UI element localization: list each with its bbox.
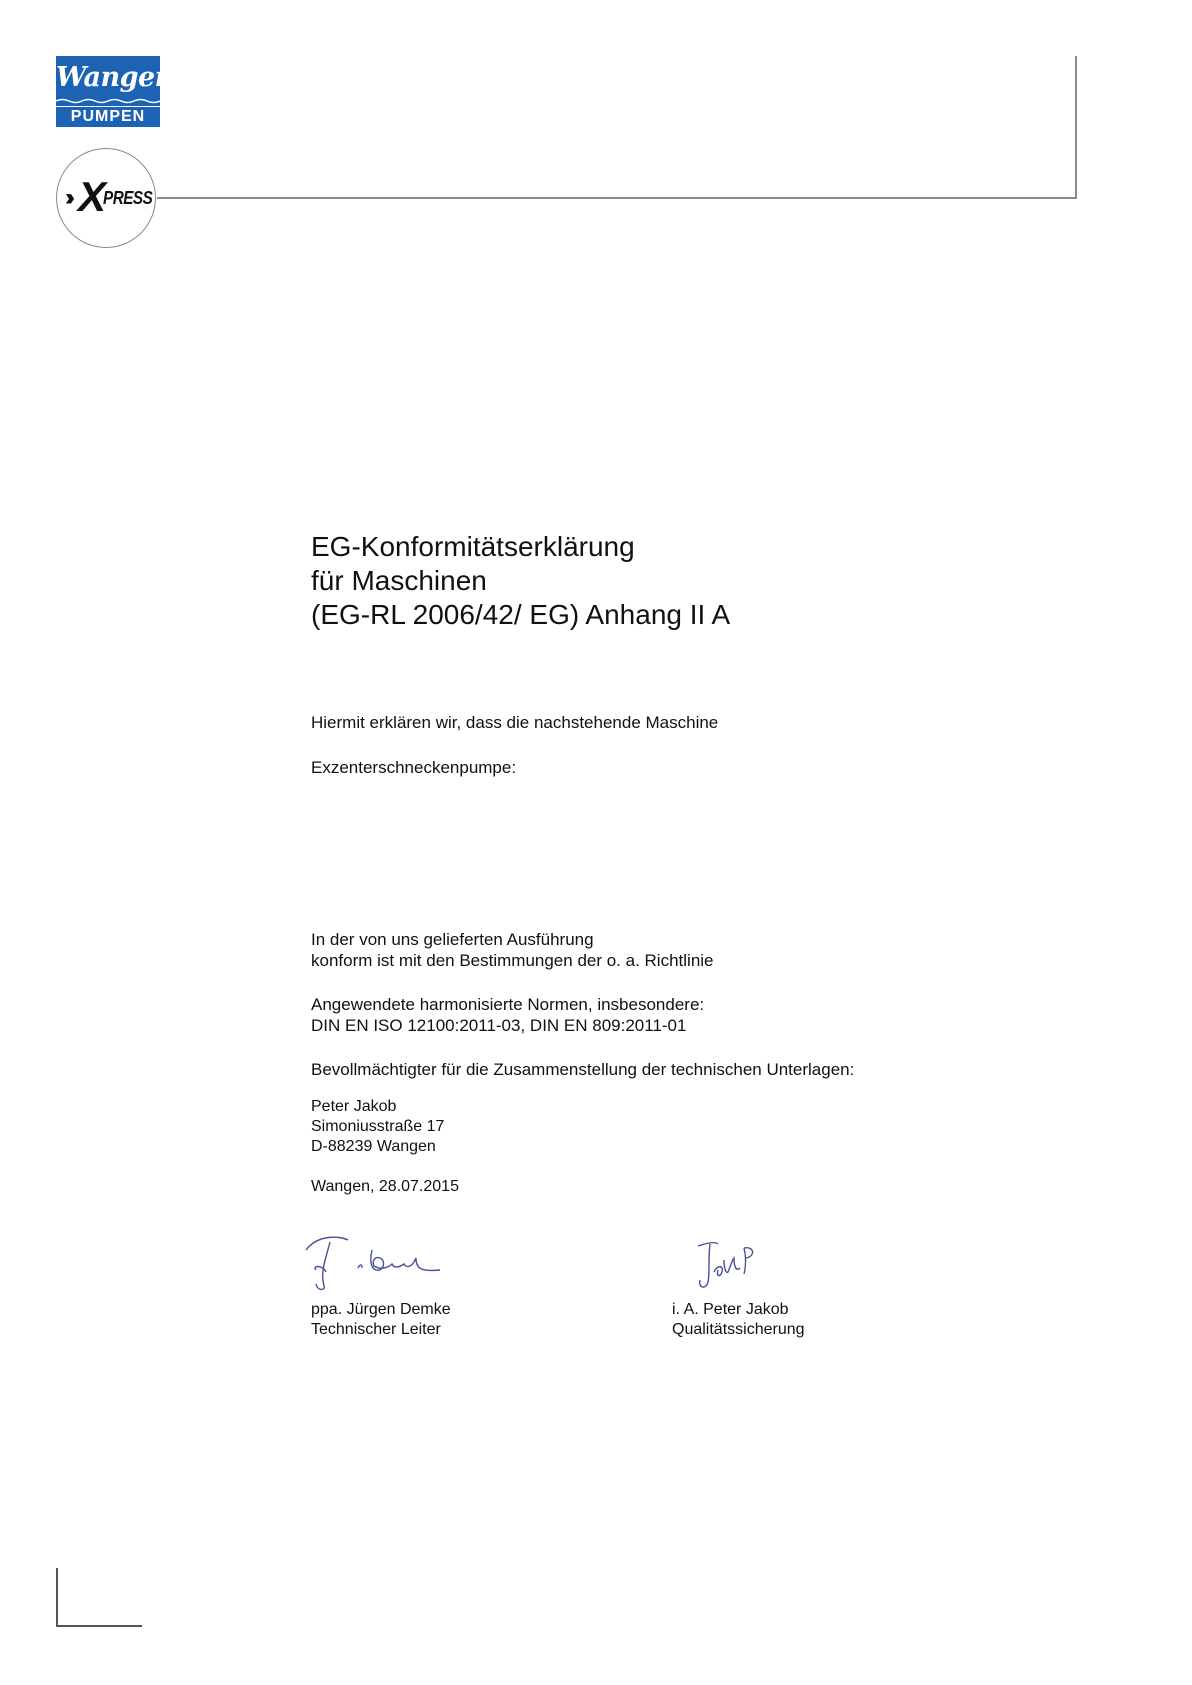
logo-pumpen-word: PUMPEN — [56, 107, 160, 127]
signature-demke — [300, 1228, 450, 1296]
xpress-chevron-icon: ›› — [65, 184, 69, 211]
representative-heading: Bevollmächtigter für die Zusammenstellung der technischen Unterlagen: — [311, 1060, 855, 1079]
xpress-x-letter: X — [78, 173, 107, 220]
logo-wangen-word: Wangen — [56, 62, 174, 93]
title-line-1: EG-Konformitätserklärung — [311, 531, 635, 562]
wangen-pumpen-logo — [56, 56, 174, 127]
delivery-line-2: konform ist mit den Bestimmungen der o. a. Richtlinie — [311, 951, 714, 970]
signatory-2-name: i. A. Peter Jakob — [672, 1301, 789, 1318]
title-line-2: für Maschinen — [311, 565, 487, 596]
place-date: Wangen, 28.07.2015 — [311, 1178, 459, 1195]
delivery-line-1: In der von uns gelieferten Ausführung — [311, 930, 594, 949]
norms-heading: Angewendete harmonisierte Normen, insbesondere: — [311, 995, 705, 1014]
representative-street: Simoniusstraße 17 — [311, 1118, 445, 1135]
logo-wave-icon — [56, 98, 160, 104]
xpress-logo — [56, 148, 156, 248]
signature-jakob — [688, 1238, 768, 1298]
header-frame-edge — [1075, 56, 1077, 199]
declaration-text: Hiermit erklären wir, dass die nachstehende Maschine — [311, 713, 719, 732]
document-title — [311, 530, 730, 632]
title-line-3: (EG-RL 2006/42/ EG) Anhang II A — [311, 599, 731, 630]
signatory-2-role: Qualitätssicherung — [672, 1321, 805, 1338]
representative-city: D-88239 Wangen — [311, 1138, 436, 1155]
footer-frame-edge — [56, 1568, 58, 1627]
signatory-1-name: ppa. Jürgen Demke — [311, 1301, 451, 1318]
representative-name: Peter Jakob — [311, 1098, 397, 1115]
header-rule — [157, 197, 1077, 199]
machine-label: Exzenterschneckenpumpe: — [311, 758, 517, 777]
signatory-1-role: Technischer Leiter — [311, 1321, 441, 1338]
footer-rule — [56, 1625, 142, 1627]
xpress-press-word: PRESS — [103, 188, 153, 208]
norms-list: DIN EN ISO 12100:2011-03, DIN EN 809:2011-01 — [311, 1016, 687, 1035]
